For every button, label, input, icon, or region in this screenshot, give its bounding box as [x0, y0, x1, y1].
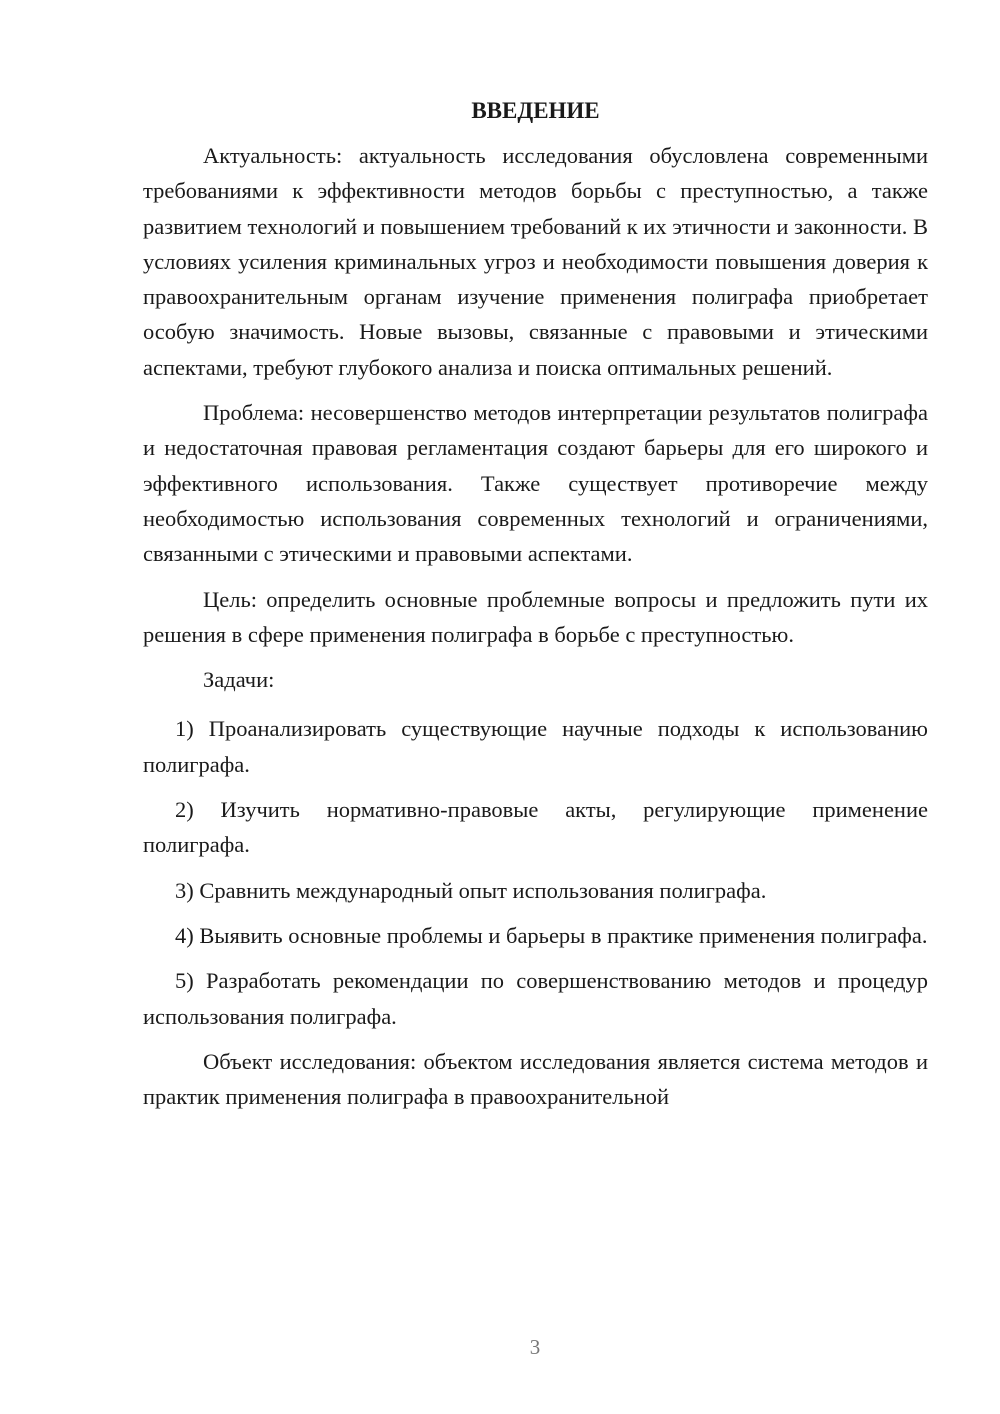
task-item-1: 1) Проанализировать существующие научные подходы к использованию полиграфа. [143, 716, 928, 777]
task-item-3: 3) Сравнить международный опыт использования полиграфа. [175, 877, 767, 903]
problem-paragraph: Проблема: несовершенство методов интерпретации результатов полиграфа и недостаточная правовая регламентация создают барьеры для его широкого и эффективного использования. Также существует противоречие между необходимостью использования современных технологий и ограничениями, связанными с этическими и правовыми аспектами. [143, 400, 928, 567]
page-number: 3 [529, 1335, 541, 1359]
task-item-2: 2) Изучить нормативно-правовые акты, регулирующие применение полиграфа. [143, 797, 928, 858]
tasks-label: Задачи: [203, 667, 275, 693]
object-paragraph: Объект исследования: объектом исследования является система методов и практик применения полиграфа в правоохранительной [143, 1048, 928, 1110]
goal-paragraph: Цель: определить основные проблемные вопросы и предложить пути их решения в сфере применения полиграфа в борьбе с преступностью. [143, 586, 928, 647]
task-item-5: 5) Разработать рекомендации по совершенствованию методов и процедур использования полиграфа. [143, 968, 928, 1029]
section-heading: ВВЕДЕНИЕ [471, 98, 600, 123]
relevance-paragraph: Актуальность: актуальность исследования обусловлена современными требованиями к эффективности методов борьбы с преступностью, а также развитием технологий и повышением требований к их этичности и законности. В условиях усиления криминальных угроз и необходимости повышения доверия к правоохранительным органам изучение применения полиграфа приобретает особую значимость. Новые вызовы, связанные с правовыми и этическими аспектами, требуют глубокого анализа и поиска оптимальных решений. [143, 143, 928, 380]
page-content [143, 96, 928, 1124]
task-item-4: 4) Выявить основные проблемы и барьеры в практике применения полиграфа. [175, 922, 928, 948]
